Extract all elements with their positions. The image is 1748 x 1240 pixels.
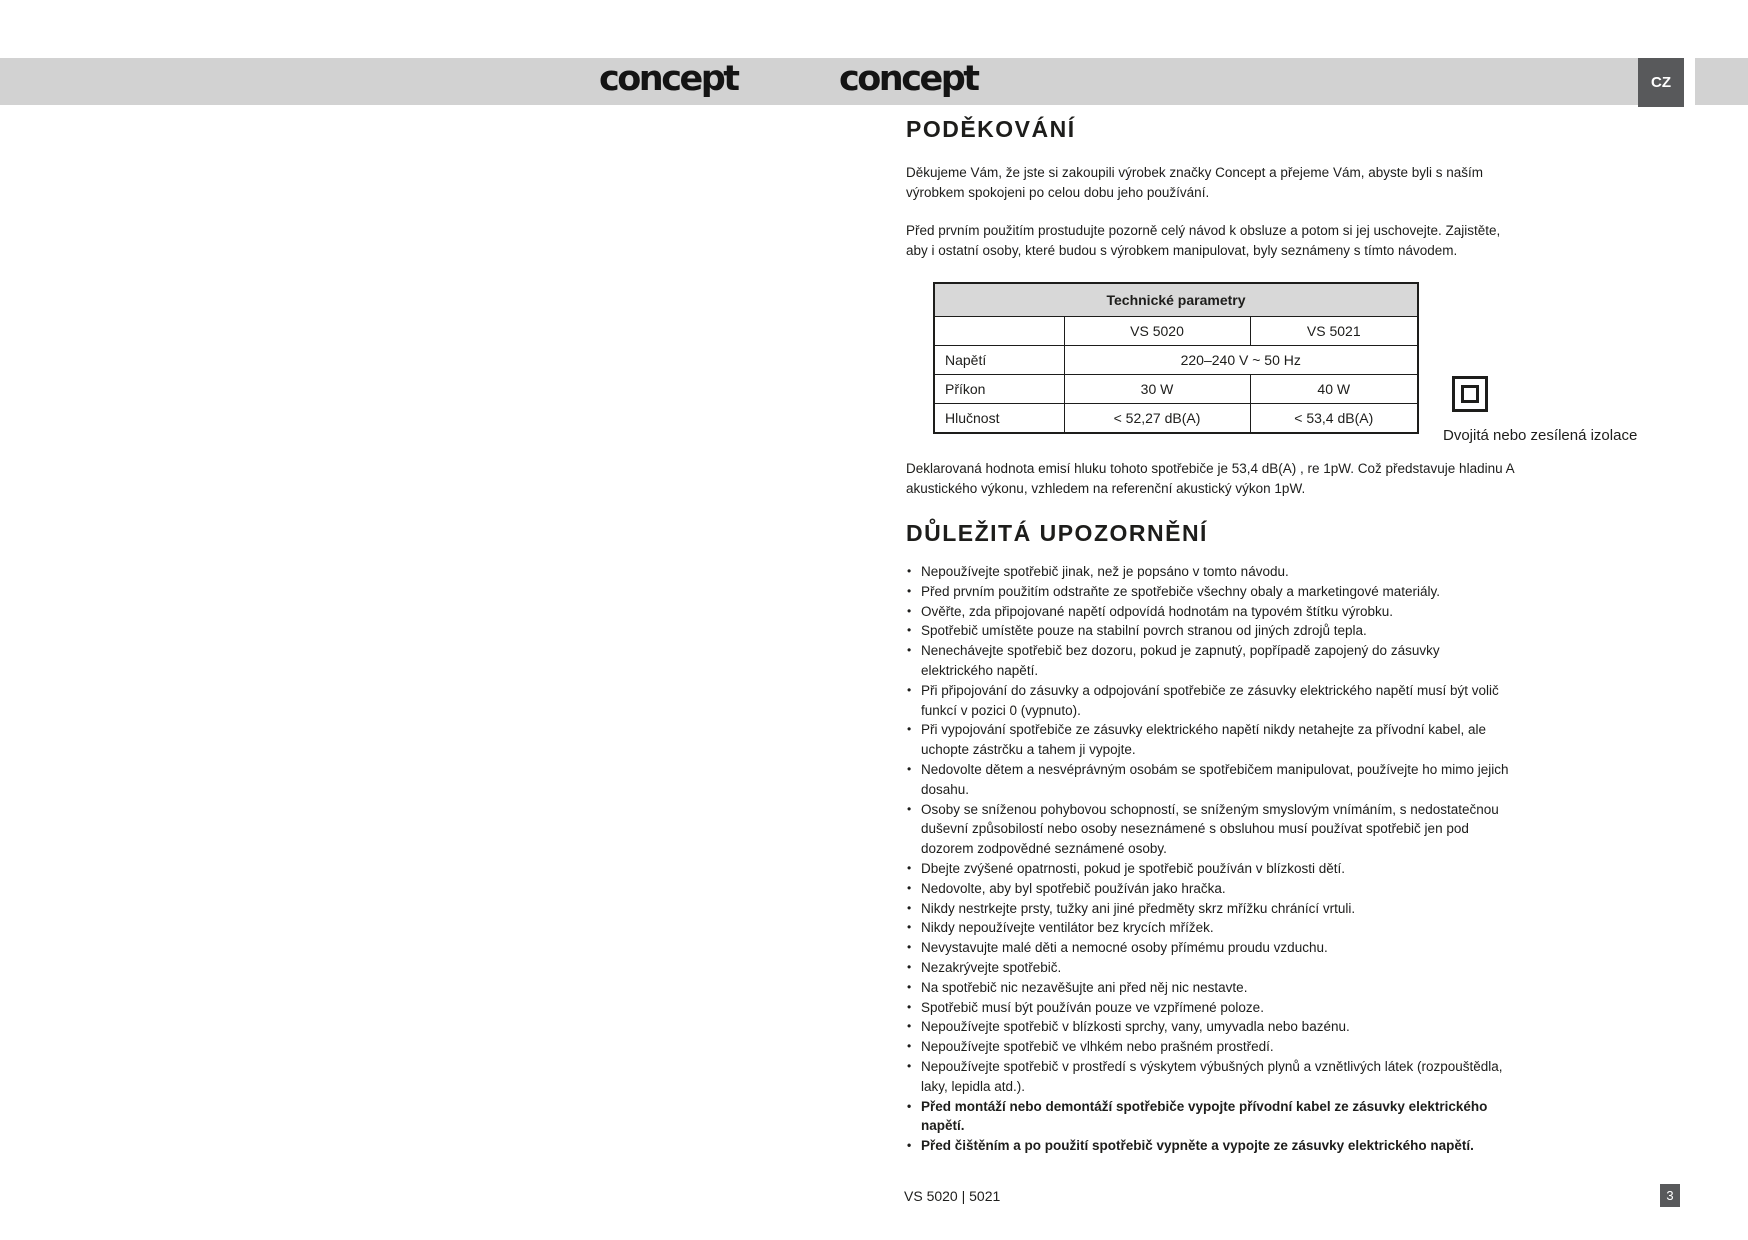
row-value-cell: < 53,4 dB(A) xyxy=(1250,404,1418,434)
insulation-caption: Dvojitá nebo zesílená izolace xyxy=(1443,427,1638,444)
model-header-row xyxy=(934,317,1418,346)
section-title-warnings: DŮLEŽITÁ UPOZORNĚNÍ xyxy=(906,520,1208,546)
warning-item: • Ověřte, zda připojované napětí odpovídá hodnotám na typovém štítku výrobku. xyxy=(906,602,1512,622)
footer-model-label: VS 5020 | 5021 xyxy=(904,1188,1001,1204)
warning-item: • Nikdy nepoužívejte ventilátor bez krycích mřížek. xyxy=(906,918,1512,938)
double-insulation-icon-inner-square xyxy=(1461,385,1479,403)
warnings-list xyxy=(906,562,1512,1156)
warning-item: • Před čištěním a po použití spotřebič vypněte a vypojte ze zásuvky elektrického napětí. xyxy=(906,1136,1512,1156)
double-insulation-icon xyxy=(1452,376,1488,412)
noise-note-paragraph: Deklarovaná hodnota emisí hluku tohoto spotřebiče je 53,4 dB(A) , re 1pW. Což představuje hladinu A akustického výkonu, vzhledem na referenční akustický výkon 1pW. xyxy=(906,461,1514,496)
warning-item: • Nepoužívejte spotřebič jinak, než je popsáno v tomto návodu. xyxy=(906,562,1512,582)
warning-item: • Dbejte zvýšené opatrnosti, pokud je spotřebič používán v blízkosti dětí. xyxy=(906,859,1512,879)
warning-item: • Nikdy nestrkejte prsty, tužky ani jiné předměty skrz mřížku chránící vrtuli. xyxy=(906,899,1512,919)
tech-table-body xyxy=(934,317,1418,434)
row-value-cell: 40 W xyxy=(1250,375,1418,404)
page-number-badge: 3 xyxy=(1660,1184,1680,1207)
warning-item: • Nevystavujte malé děti a nemocné osoby přímému proudu vzduchu. xyxy=(906,938,1512,958)
technical-parameters-table xyxy=(933,282,1419,434)
warning-item: • Nenechávejte spotřebič bez dozoru, pokud je zapnutý, popřípadě zapojený do zásuvky elektrického napětí. xyxy=(906,641,1512,681)
row-label-cell: Příkon xyxy=(934,375,1064,404)
row-value-cell: < 52,27 dB(A) xyxy=(1064,404,1250,434)
warning-item: • Nepoužívejte spotřebič ve vlhkém nebo prašném prostředí. xyxy=(906,1037,1512,1057)
table-title: Technické parametry xyxy=(934,283,1418,317)
thanks-paragraph-1: Děkujeme Vám, že jste si zakoupili výrobek značky Concept a přejeme Vám, abyste byli s naším výrobkem spokojeni po celou dobu jeho používání. xyxy=(906,165,1483,200)
table-row xyxy=(934,375,1418,404)
warning-item: • Nedovolte, aby byl spotřebič používán jako hračka. xyxy=(906,879,1512,899)
warning-item: • Před montáží nebo demontáží spotřebiče vypojte přívodní kabel ze zásuvky elektrického napětí. xyxy=(906,1097,1512,1137)
warning-item: • Na spotřebič nic nezavěšujte ani před něj nic nestavte. xyxy=(906,978,1512,998)
row-label-cell: Hlučnost xyxy=(934,404,1064,434)
warning-item: • Nepoužívejte spotřebič v blízkosti sprchy, vany, umyvadla nebo bazénu. xyxy=(906,1017,1512,1037)
warning-item: • Před prvním použitím odstraňte ze spotřebiče všechny obaly a marketingové materiály. xyxy=(906,582,1512,602)
row-value-cell: 30 W xyxy=(1064,375,1250,404)
table-row xyxy=(934,346,1418,375)
model-header-cell: VS 5021 xyxy=(1250,317,1418,346)
warning-item: • Nepoužívejte spotřebič v prostředí s výskytem výbušných plynů a vznětlivých látek (rozpouštědla, laky, lepidla atd.). xyxy=(906,1057,1512,1097)
header-bar xyxy=(0,58,1748,105)
warning-item: • Při připojování do zásuvky a odpojování spotřebiče ze zásuvky elektrického napětí musí být volič funkcí v pozici 0 (vypnuto). xyxy=(906,681,1512,721)
thanks-paragraph-2: Před prvním použitím prostudujte pozorně celý návod k obsluze a potom si jej uschovejte. Zajistěte, aby i ostatní osoby, které budou s výrobkem manipulovat, byly seznámeny s tímto návodem. xyxy=(906,223,1501,258)
warning-item: • Nedovolte dětem a nesvéprávným osobám se spotřebičem manipulovat, používejte ho mimo jejich dosahu. xyxy=(906,760,1512,800)
warning-item: • Osoby se sníženou pohybovou schopností, se sníženým smyslovým vnímáním, s nedostatečnou duševní způsobilostí nebo osoby neseznámené s obsluhou musí používat spotřebič jen pod dozorem zodpovědné seznámené osoby. xyxy=(906,800,1512,859)
warning-item: • Nezakrývejte spotřebič. xyxy=(906,958,1512,978)
warning-item: • Spotřebič umístěte pouze na stabilní povrch stranou od jiných zdrojů tepla. xyxy=(906,621,1512,641)
row-label-cell: Napětí xyxy=(934,346,1064,375)
row-value-cell: 220–240 V ~ 50 Hz xyxy=(1064,346,1418,375)
header-divider xyxy=(1684,58,1695,105)
table-row xyxy=(934,404,1418,434)
model-header-cell: VS 5020 xyxy=(1064,317,1250,346)
warning-item: • Spotřebič musí být používán pouze ve vzpřímené poloze. xyxy=(906,998,1512,1018)
language-tab-cz: CZ xyxy=(1638,58,1684,107)
table-title-row xyxy=(934,283,1418,317)
concept-logo-right: concept xyxy=(839,59,978,99)
table-corner-cell xyxy=(934,317,1064,346)
concept-logo-left: concept xyxy=(599,59,738,99)
section-title-thanks: PODĚKOVÁNÍ xyxy=(906,116,1076,142)
warning-item: • Při vypojování spotřebiče ze zásuvky elektrického napětí nikdy netahejte za přívodní kabel, ale uchopte zástrčku a tahem ji vypojte. xyxy=(906,720,1512,760)
